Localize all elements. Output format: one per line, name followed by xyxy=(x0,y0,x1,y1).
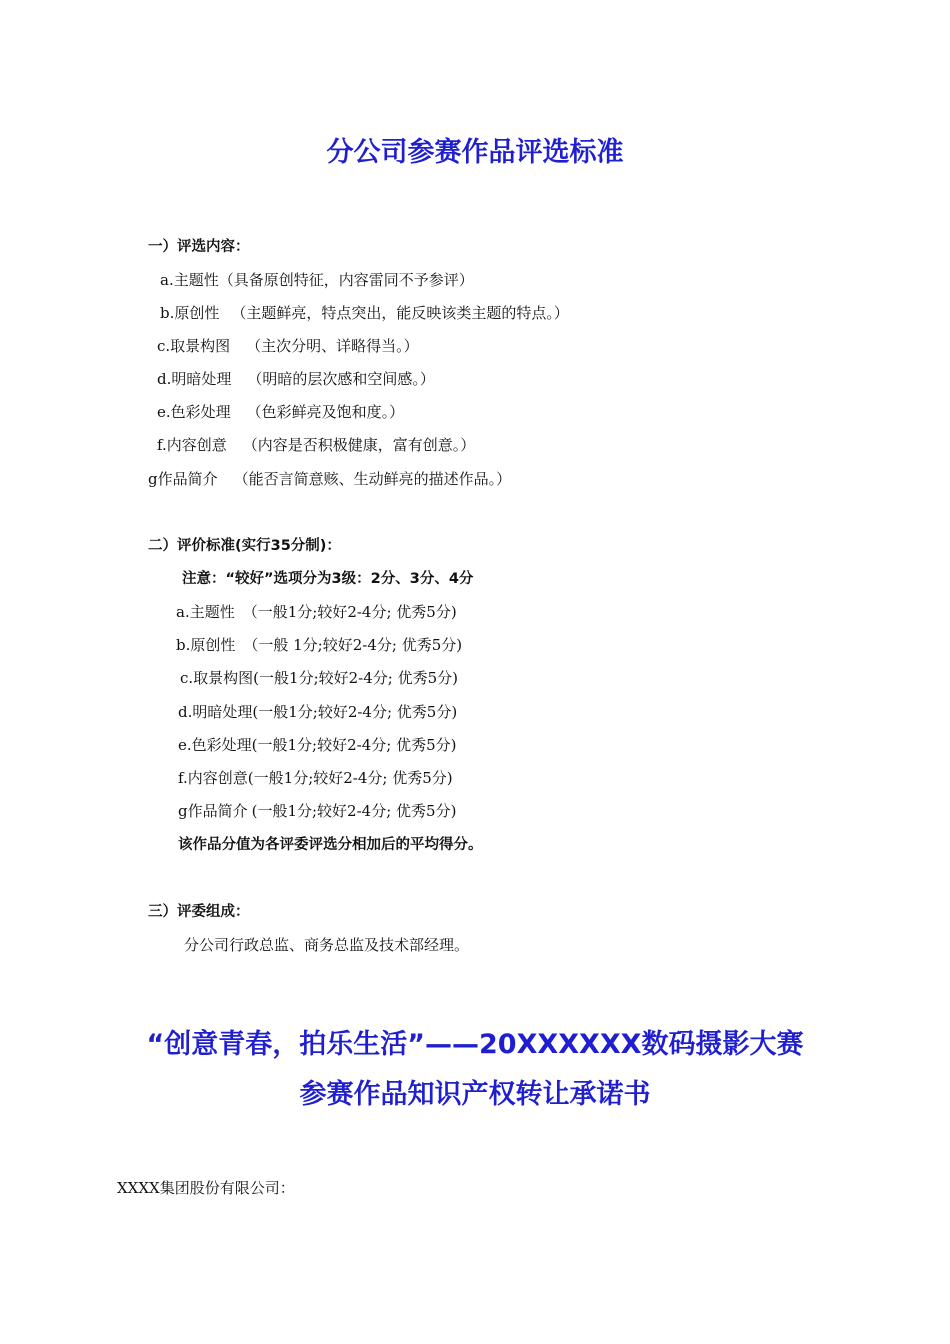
item-label: f.内容创意 xyxy=(178,769,248,787)
item-desc: （明暗的层次感和空间感。） xyxy=(247,370,435,388)
contest-title: “创意青春，拍乐生活”——20XXXXXX数码摄影大赛 xyxy=(146,1029,804,1060)
item-desc: (一般1分;较好2-4分; 优秀5分) xyxy=(252,703,458,721)
item-desc: (一般1分;较好2-4分; 优秀5分) xyxy=(251,802,457,820)
item-desc: (一般1分;较好2-4分; 优秀5分) xyxy=(253,669,458,687)
section2-item-e xyxy=(178,735,456,755)
section2-item-a xyxy=(176,602,457,622)
item-label: a.主题性 xyxy=(176,603,235,621)
item-label: c.取景构图 xyxy=(157,337,231,355)
section1-item-b xyxy=(160,303,569,323)
section2-summary: 该作品分值为各评委评选分相加后的平均得分。 xyxy=(178,837,483,853)
item-desc: （一般1分;较好2-4分; 优秀5分) xyxy=(242,603,457,621)
section2-heading: 二）评价标准(实行35分制)： xyxy=(148,538,341,554)
item-label: a.主题性 xyxy=(160,271,219,289)
section3-heading: 三）评委组成： xyxy=(148,904,250,920)
item-label: d.明暗处理 xyxy=(157,370,232,388)
section2-item-f xyxy=(178,768,453,788)
item-label: g作品简介 xyxy=(148,470,218,488)
section2-item-g xyxy=(178,801,456,821)
item-label: f.内容创意 xyxy=(157,436,227,454)
item-desc: (一般1分;较好2-4分; 优秀5分) xyxy=(247,769,453,787)
section1-item-d xyxy=(157,369,435,389)
document-title: 分公司参赛作品评选标准 xyxy=(326,137,624,168)
section2-item-c xyxy=(180,668,458,688)
item-label: e.色彩处理 xyxy=(178,736,252,754)
section1-item-a xyxy=(160,270,474,290)
section2-item-d xyxy=(178,702,457,722)
item-label: b.原创性 xyxy=(160,304,220,322)
section1-item-g xyxy=(148,469,511,489)
item-desc: （能否言简意赅、生动鲜亮的描述作品。） xyxy=(233,470,512,488)
section2-note: 注意：“较好”选项分为3级：2分、3分、4分 xyxy=(182,571,474,587)
section1-heading: 一）评选内容： xyxy=(148,239,250,255)
item-desc: （内容是否积极健康，富有创意。） xyxy=(242,436,476,454)
section1-item-e xyxy=(157,402,404,422)
item-desc: (一般1分;较好2-4分; 优秀5分) xyxy=(251,736,457,754)
item-desc: （具备原创特征，内容雷同不予参评） xyxy=(218,271,474,289)
item-label: e.色彩处理 xyxy=(157,403,231,421)
item-desc: （一般 1分;较好2-4分; 优秀5分) xyxy=(243,636,463,654)
item-label: b.原创性 xyxy=(176,636,236,654)
item-label: c.取景构图 xyxy=(180,669,254,687)
item-label: d.明暗处理 xyxy=(178,703,253,721)
section2-item-b xyxy=(176,635,462,655)
pledge-title: 参赛作品知识产权转让承诺书 xyxy=(299,1079,651,1110)
section1-item-f xyxy=(157,435,475,455)
item-desc: （主次分明、详略得当。） xyxy=(246,337,419,355)
item-label: g作品简介 xyxy=(178,802,248,820)
addressee: XXXX集团股份有限公司： xyxy=(117,1179,295,1197)
section3-body: 分公司行政总监、商务总监及技术部经理。 xyxy=(184,936,470,954)
item-desc: （色彩鲜亮及饱和度。） xyxy=(246,403,405,421)
item-desc: （主题鲜亮，特点突出，能反映该类主题的特点。） xyxy=(231,304,569,322)
section1-item-c xyxy=(157,336,419,356)
